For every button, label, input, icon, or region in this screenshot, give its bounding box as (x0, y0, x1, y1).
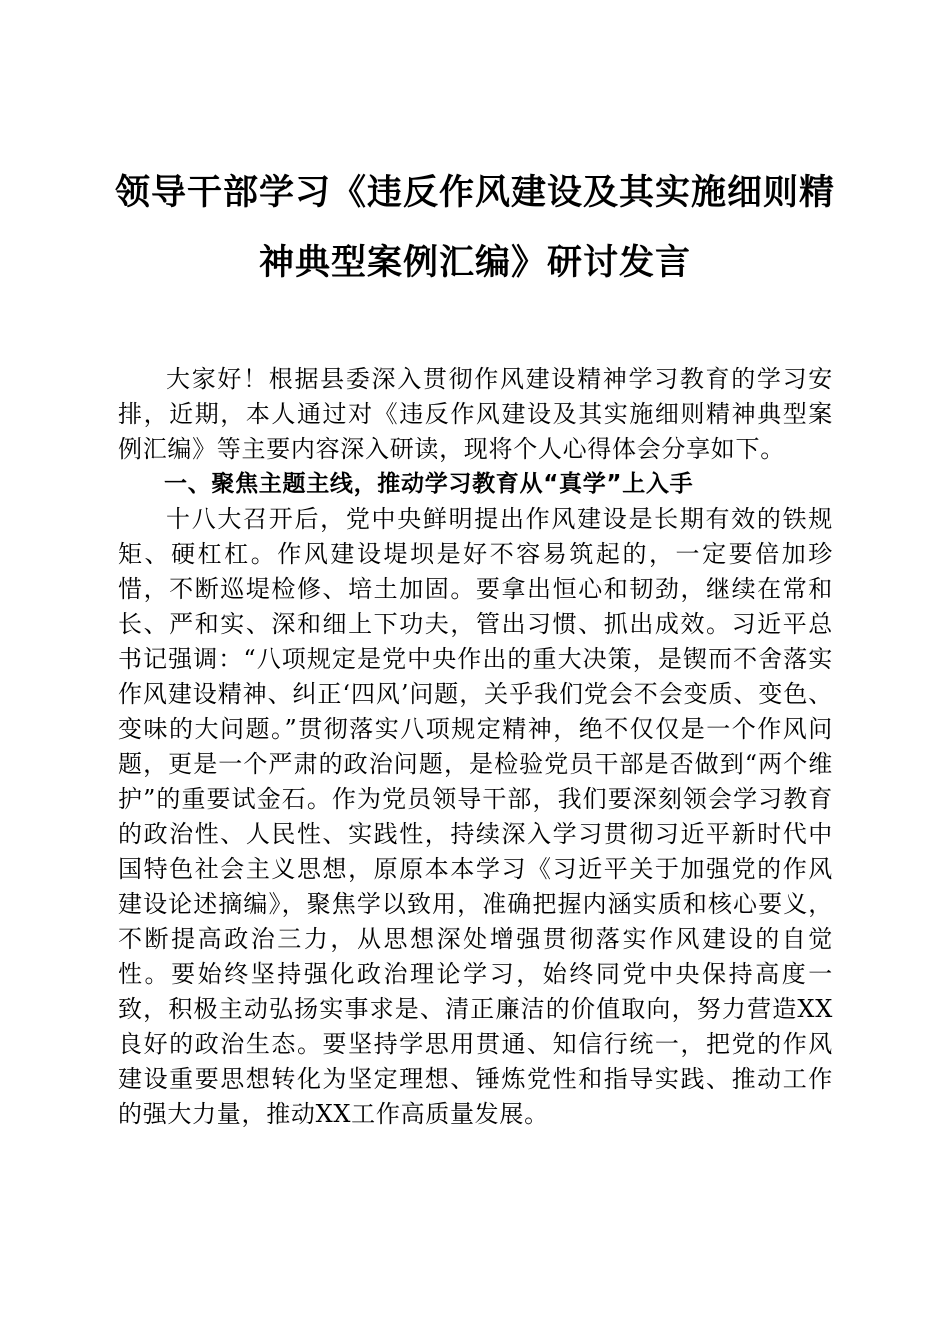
section-1-paragraph: 十八大召开后，党中央鲜明提出作风建设是长期有效的铁规矩、硬杠杠。作风建设堤坝是好不容易筑起的，一定要倍加珍惜，不断巡堤检修、培土加固。要拿出恒心和韧劲，继续在常和长、严和实、深和细上下功夫，管出习惯、抓出成效。习近平总书记强调：“八项规定是党中央作出的重大决策，是锲而不舍落实作风建设精神、纠正‘四风’问题，关乎我们党会不会变质、变色、变味的大问题。”贯彻落实八项规定精神，绝不仅仅是一个作风问题，更是一个严肃的政治问题，是检验党员干部是否做到“两个维护”的重要试金石。作为党员领导干部，我们要深刻领会学习教育的政治性、人民性、实践性，持续深入学习贯彻习近平新时代中国特色社会主义思想，原原本本学习《习近平关于加强党的作风建设论述摘编》，聚焦学以致用，准确把握内涵实质和核心要义，不断提高政治三力，从思想深处增强贯彻落实作风建设的自觉性。要始终坚持强化政治理论学习，始终同党中央保持高度一致，积极主动弘扬实事求是、清正廉洁的价值取向，努力营造XX良好的政治生态。要坚持学思用贯通、知信行统一，把党的作风建设重要思想转化为坚定理想、锤炼党性和指导实践、推动工作的强大力量，推动XX工作高质量发展。 (118, 505, 833, 1128)
document-body (118, 362, 833, 1132)
title-line-1: 领导干部学习《违反作风建设及其实施细则精 (114, 172, 835, 213)
section-1-heading: 一、聚焦主题主线，推动学习教育从“真学”上入手 (164, 471, 694, 497)
intro-paragraph: 大家好！根据县委深入贯彻作风建设精神学习教育的学习安排，近期，本人通过对《违反作风建设及其实施细则精神典型案例汇编》等主要内容深入研读，现将个人心得体会分享如下。 (118, 365, 833, 463)
title-line-2: 神典型案例汇编》研讨发言 (258, 242, 691, 283)
document-title (100, 158, 850, 298)
